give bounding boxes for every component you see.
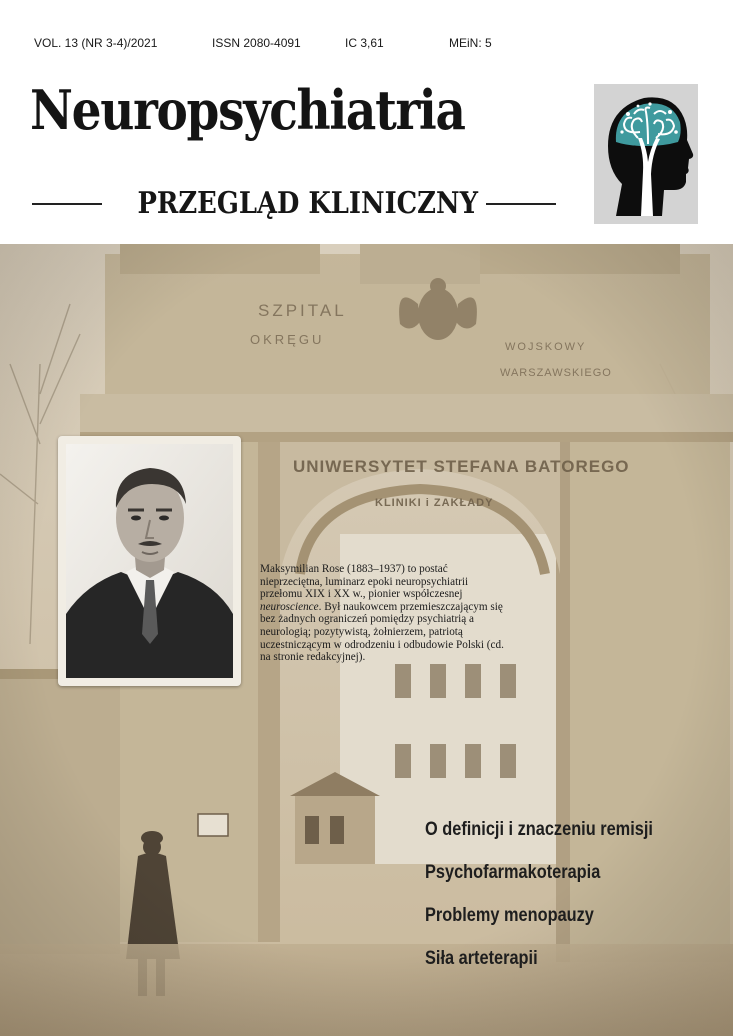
subtitle-rule-right xyxy=(486,203,556,205)
subtitle-rule-left xyxy=(32,203,102,205)
issue-topics xyxy=(425,816,725,988)
portrait-photo xyxy=(58,436,241,686)
journal-title: Neuropsychiatria xyxy=(30,78,465,142)
volume-number: VOL. 13 (NR 3-4)/2021 xyxy=(34,36,158,50)
caption-text-1: Maksymilian Rose (1883–1937) to postać nieprzeciętna, luminarz epoki neuropsychiatrii przełomu XIX i XX w., pionier współczesnej xyxy=(260,563,469,601)
portrait-of-maksymilian-rose xyxy=(66,444,233,678)
cover-photo xyxy=(0,244,733,1036)
head-silhouette-with-tree-brain-icon xyxy=(594,84,698,224)
topic-menopause: Problemy menopauzy xyxy=(425,905,594,926)
journal-logo xyxy=(594,84,698,224)
portrait-caption xyxy=(260,563,510,664)
topic-art-therapy: Siła arteterapii xyxy=(425,948,538,969)
issn: ISSN 2080-4091 xyxy=(212,36,301,50)
caption-italic-term: neuroscience xyxy=(260,600,319,613)
topic-remission: O definicji i znaczeniu remisji xyxy=(425,819,653,840)
mein-points: MEiN: 5 xyxy=(449,36,492,50)
subtitle-row xyxy=(32,186,556,222)
topic-psychopharmacotherapy: Psychofarmakoterapia xyxy=(425,862,601,883)
cover-header xyxy=(0,0,733,244)
impact-factor: IC 3,61 xyxy=(345,36,384,50)
journal-subtitle: PRZEGLĄD KLINICZNY xyxy=(137,186,479,221)
caption-text-2: . Był naukowcem przemieszczającym się bez żadnych ograniczeń pomiędzy psychiatrią a neurologią; pozytywistą, żołnierzem, patriotą uczestniczącym w odrodzeniu i odbudowie Polski (cd. na stronie redakcyjnej). xyxy=(260,600,504,664)
